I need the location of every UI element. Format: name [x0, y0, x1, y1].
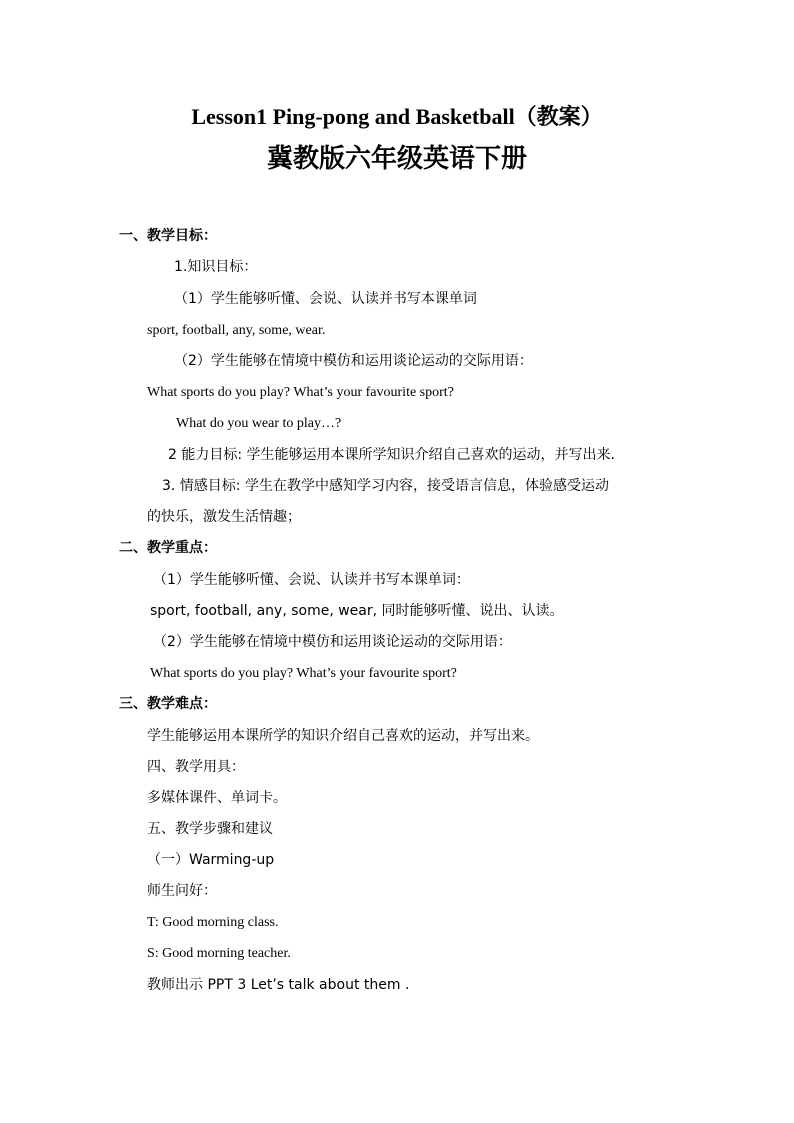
- paragraph-line: 多媒体课件、单词卡。: [147, 790, 287, 806]
- paragraph-line: （1）学生能够听懂、会说、认读并书写本课单词：: [153, 572, 470, 588]
- paragraph-line: 师生问好：: [147, 883, 217, 899]
- paragraph-line: （2）学生能够在情境中模仿和运用谈论运动的交际用语：: [174, 353, 533, 369]
- section-heading-difficulties: 三、教学难点：: [119, 696, 217, 712]
- section-heading-objectives: 一、教学目标：: [119, 228, 217, 244]
- subheading-warming-up: （一）Warming-up: [147, 852, 275, 868]
- subheading-knowledge-objective: 1.知识目标：: [174, 259, 258, 275]
- paragraph-line-ability-objective: 2 能力目标: 学生能够运用本课所学知识介绍自己喜欢的运动，并写出来.: [168, 447, 615, 463]
- dialogue-line-student: S: Good morning teacher.: [147, 946, 291, 961]
- sentence-line: What sports do you play? What’s your favourite sport?: [147, 385, 454, 400]
- document-title-chinese: 冀教版六年级英语下册: [266, 144, 527, 174]
- paragraph-line: 的快乐，激发生活情趣；: [147, 509, 301, 525]
- paragraph-line: （2）学生能够在情境中模仿和运用谈论运动的交际用语：: [153, 634, 512, 650]
- section-heading-teaching-aids: 四、教学用具：: [147, 759, 245, 775]
- dialogue-line-teacher: T: Good morning class.: [147, 915, 279, 930]
- sentence-line: What sports do you play? What’s your favourite sport?: [150, 666, 457, 681]
- section-heading-teaching-steps: 五、教学步骤和建议: [147, 821, 273, 837]
- document-title-english: Lesson1 Ping-pong and Basketball（教案）: [191, 104, 603, 129]
- vocabulary-line: sport, football, any, some, wear.: [147, 323, 326, 338]
- vocabulary-line: sport, football, any, some, wear, 同时能够听懂、说出、认读。: [150, 603, 564, 619]
- section-heading-key-points: 二、教学重点：: [119, 540, 217, 556]
- paragraph-line: （1）学生能够听懂、会说、认读并书写本课单词: [174, 291, 477, 307]
- sentence-line: What do you wear to play…?: [176, 416, 342, 431]
- paragraph-line: 教师出示 PPT 3 Let’s talk about them .: [147, 977, 410, 993]
- paragraph-line-emotion-objective: 3. 情感目标: 学生在教学中感知学习内容，接受语言信息，体验感受运动: [162, 478, 609, 494]
- paragraph-line: 学生能够运用本课所学的知识介绍自己喜欢的运动，并写出来。: [147, 728, 539, 744]
